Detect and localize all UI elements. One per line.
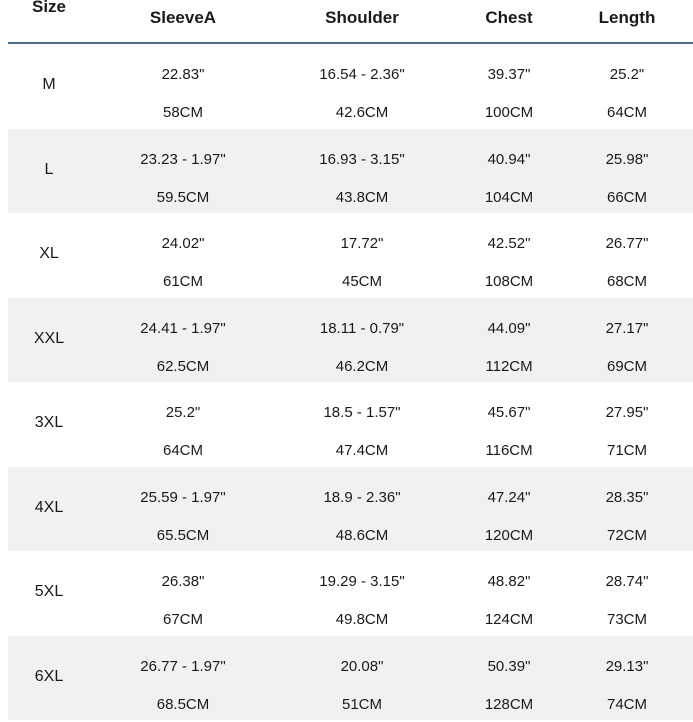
size-chart-table xyxy=(8,0,693,720)
chest-cm-cell: 116CM xyxy=(485,442,533,459)
shoulder-cm-cell: 43.8CM xyxy=(335,188,389,206)
table-header xyxy=(8,0,693,44)
chest-inch-cell: 39.37" xyxy=(487,66,531,83)
sleeve-cm-cell: 61CM xyxy=(162,273,203,290)
length-cm-cell: 72CM xyxy=(606,526,647,544)
length-inch-cell: 27.95" xyxy=(605,404,649,421)
sleeve-inch-cell: 23.23 - 1.97" xyxy=(140,150,226,168)
sleeve-cm-cell: 67CM xyxy=(162,611,203,628)
header-sleeve: SleeveA xyxy=(149,8,217,27)
shoulder-cm-cell: 49.8CM xyxy=(335,611,389,628)
size-cell: XXL xyxy=(33,329,65,347)
chest-cm-cell: 104CM xyxy=(484,188,534,206)
chest-inch-cell: 47.24" xyxy=(487,488,531,506)
table-body xyxy=(8,44,693,720)
shoulder-inch-cell: 18.11 - 0.79" xyxy=(319,319,405,337)
sleeve-inch-cell: 26.38" xyxy=(161,573,205,590)
length-cm-cell: 68CM xyxy=(606,273,647,290)
sleeve-cm-cell: 62.5CM xyxy=(156,357,210,375)
length-cm-cell: 74CM xyxy=(606,695,647,713)
chest-inch-cell: 48.82" xyxy=(487,573,531,590)
shoulder-cm-cell: 42.6CM xyxy=(335,104,389,121)
shoulder-inch-cell: 17.72" xyxy=(340,235,384,252)
header-chest: Chest xyxy=(485,8,533,27)
size-cell: 3XL xyxy=(34,414,64,431)
chest-inch-cell: 42.52" xyxy=(487,235,531,252)
size-cell: M xyxy=(42,76,56,93)
sleeve-inch-cell: 25.59 - 1.97" xyxy=(140,488,226,506)
shoulder-cm-cell: 46.2CM xyxy=(335,357,389,375)
size-cell: L xyxy=(44,160,54,178)
sleeve-inch-cell: 22.83" xyxy=(161,66,205,83)
size-cell: XL xyxy=(39,245,59,262)
chest-cm-cell: 108CM xyxy=(484,273,534,290)
shoulder-inch-cell: 18.9 - 2.36" xyxy=(323,488,401,506)
sleeve-inch-cell: 24.02" xyxy=(161,235,205,252)
sleeve-cm-cell: 59.5CM xyxy=(156,188,210,206)
shoulder-inch-cell: 16.93 - 3.15" xyxy=(319,150,405,168)
header-shoulder: Shoulder xyxy=(325,8,399,27)
size-cell: 5XL xyxy=(34,583,64,600)
chest-inch-cell: 50.39" xyxy=(487,657,531,675)
length-inch-cell: 25.98" xyxy=(605,150,649,168)
header-size: Size xyxy=(31,0,67,16)
length-cm-cell: 64CM xyxy=(606,104,647,121)
shoulder-cm-cell: 45CM xyxy=(341,273,382,290)
sleeve-inch-cell: 26.77 - 1.97" xyxy=(140,657,226,675)
chest-inch-cell: 45.67" xyxy=(487,404,531,421)
chest-inch-cell: 44.09" xyxy=(487,319,531,337)
length-inch-cell: 27.17" xyxy=(605,319,649,337)
length-inch-cell: 28.74" xyxy=(605,573,649,590)
table-row xyxy=(8,382,693,467)
length-inch-cell: 29.13" xyxy=(605,657,649,675)
header-length: Length xyxy=(598,8,656,27)
chest-cm-cell: 100CM xyxy=(484,104,534,121)
shoulder-cm-cell: 51CM xyxy=(341,695,382,713)
table-row xyxy=(8,298,693,383)
shoulder-cm-cell: 47.4CM xyxy=(335,442,389,459)
chest-cm-cell: 112CM xyxy=(485,357,533,375)
table-row xyxy=(8,213,693,298)
length-cm-cell: 71CM xyxy=(606,442,647,459)
table-row xyxy=(8,636,693,721)
shoulder-inch-cell: 18.5 - 1.57" xyxy=(323,404,401,421)
length-inch-cell: 26.77" xyxy=(605,235,649,252)
shoulder-inch-cell: 16.54 - 2.36" xyxy=(319,66,405,83)
chest-cm-cell: 128CM xyxy=(484,695,534,713)
sleeve-cm-cell: 68.5CM xyxy=(156,695,210,713)
table-row xyxy=(8,467,693,552)
sleeve-cm-cell: 58CM xyxy=(162,104,203,121)
table-row xyxy=(8,551,693,636)
shoulder-cm-cell: 48.6CM xyxy=(335,526,389,544)
size-cell: 6XL xyxy=(34,667,64,685)
shoulder-inch-cell: 19.29 - 3.15" xyxy=(319,573,405,590)
sleeve-cm-cell: 65.5CM xyxy=(156,526,210,544)
chest-inch-cell: 40.94" xyxy=(487,150,531,168)
length-inch-cell: 28.35" xyxy=(605,488,649,506)
chest-cm-cell: 124CM xyxy=(484,611,534,628)
size-cell: 4XL xyxy=(34,498,64,516)
length-inch-cell: 25.2" xyxy=(609,66,645,83)
table-row xyxy=(8,44,693,129)
length-cm-cell: 66CM xyxy=(606,188,647,206)
sleeve-inch-cell: 24.41 - 1.97" xyxy=(140,319,226,337)
table-row xyxy=(8,129,693,214)
length-cm-cell: 73CM xyxy=(606,611,647,628)
sleeve-inch-cell: 25.2" xyxy=(165,404,201,421)
shoulder-inch-cell: 20.08" xyxy=(340,657,384,675)
length-cm-cell: 69CM xyxy=(606,357,647,375)
chest-cm-cell: 120CM xyxy=(484,526,534,544)
sleeve-cm-cell: 64CM xyxy=(162,442,203,459)
